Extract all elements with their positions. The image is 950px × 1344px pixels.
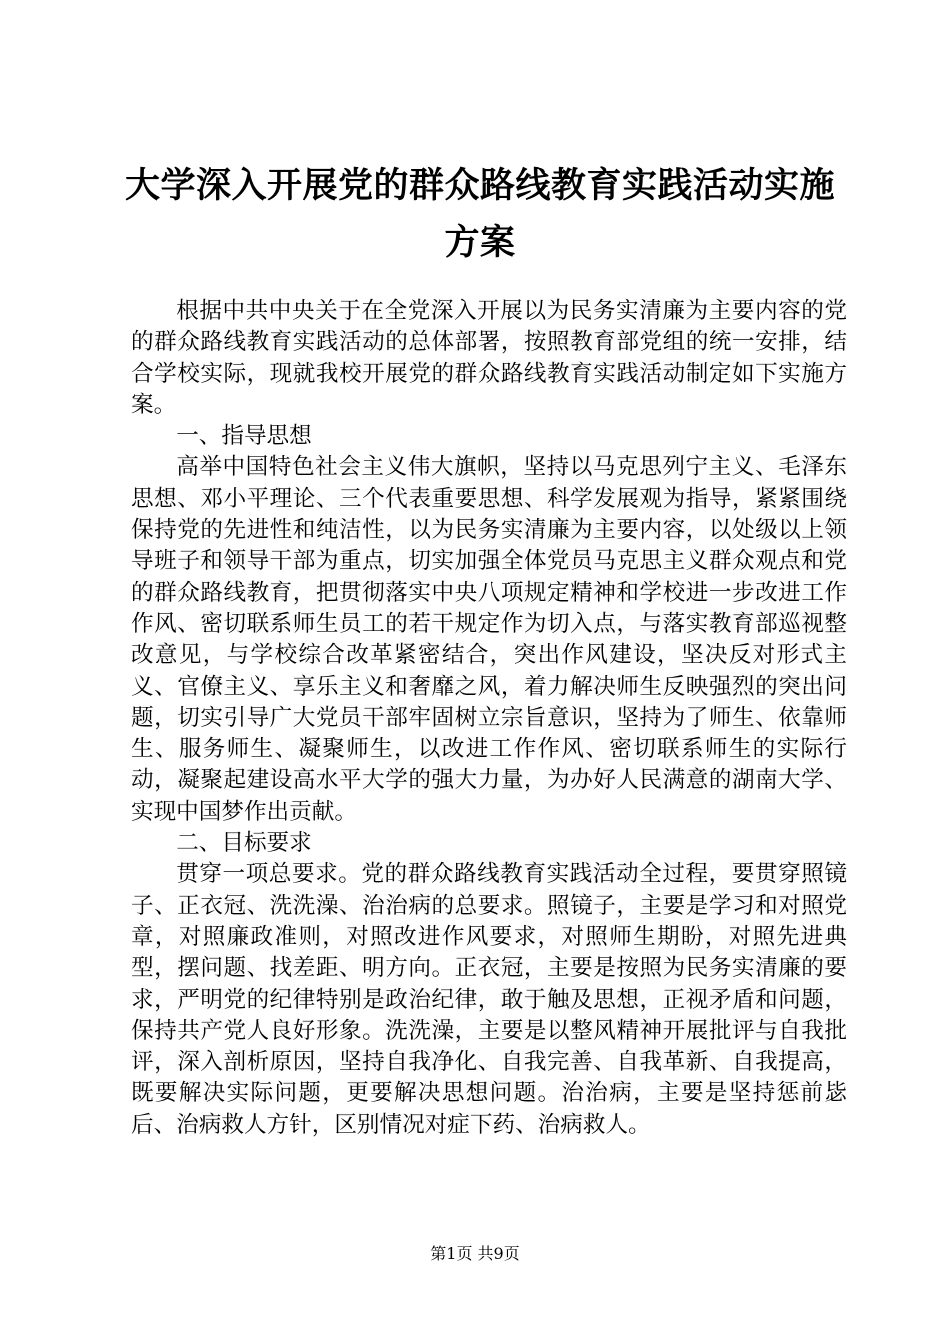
intro-paragraph: 根据中共中央关于在全党深入开展以为民务实清廉为主要内容的党的群众路线教育实践活动的总体部署，按照教育部党组的统一安排，结合学校实际，现就我校开展党的群众路线教育实践活动制定如下实施方案。 [131, 298, 847, 418]
goals-paragraph: 贯穿一项总要求。党的群众路线教育实践活动全过程，要贯穿照镜子、正衣冠、洗洗澡、治治病的总要求。照镜子，主要是学习和对照党章，对照廉政准则，对照改进作风要求，对照师生期盼，对照先进典型，摆问题、找差距、明方向。正衣冠，主要是按照为民务实清廉的要求，严明党的纪律特别是政治纪律，敢于触及思想，正视矛盾和问题，保持共产党人良好形象。洗洗澡，主要是以整风精神开展批评与自我批评，深入剖析原因，坚持自我净化、自我完善、自我革新、自我提高，既要解决实际问题，更要解决思想问题。治治病，主要是坚持惩前毖后、治病救人方针，区别情况对症下药、治病救人。 [131, 861, 847, 1138]
guiding-ideology-paragraph: 高举中国特色社会主义伟大旗帜，坚持以马克思列宁主义、毛泽东思想、邓小平理论、三个代表重要思想、科学发展观为指导，紧紧围绕保持党的先进性和纯洁性，以为民务实清廉为主要内容，以处级以上领导班子和领导干部为重点，切实加强全体党员马克思主义群众观点和党的群众路线教育，把贯彻落实中央八项规定精神和学校进一步改进工作作风、密切联系师生员工的若干规定作为切入点，与落实教育部巡视整改意见，与学校综合改革紧密结合，突出作风建设，坚决反对形式主义、官僚主义、享乐主义和奢靡之风，着力解决师生反映强烈的突出问题，切实引导广大党员干部牢固树立宗旨意识，坚持为了师生、依靠师生、服务师生、凝聚师生，以改进工作作风、密切联系师生的实际行动，凝聚起建设高水平大学的强大力量，为办好人民满意的湖南大学、实现中国梦作出贡献。 [131, 454, 847, 825]
page-number-footer: 第1页 共9页 [430, 1244, 520, 1263]
document-title: 大学深入开展党的群众路线教育实践活动实施方案 [124, 166, 835, 263]
section-heading-guiding-ideology: 一、指导思想 [176, 423, 312, 450]
section-heading-goals: 二、目标要求 [176, 830, 312, 857]
document-body [131, 296, 847, 1141]
